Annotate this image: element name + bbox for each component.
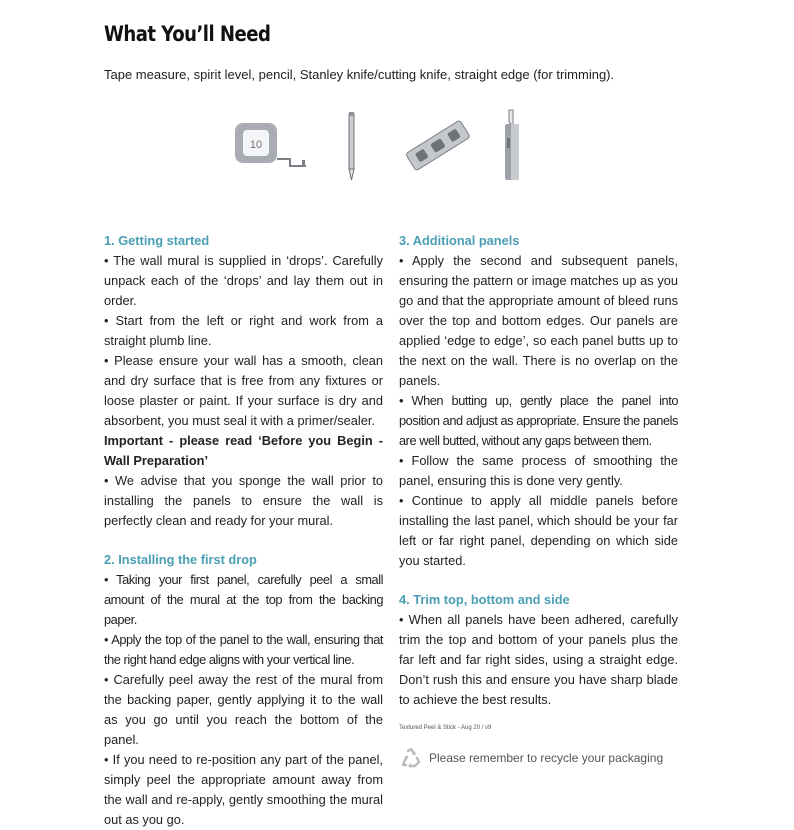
pencil-icon (349, 112, 354, 180)
paragraph: • Taking your first panel, carefully peel a small amount of the mural at the top from the backing paper. (104, 572, 383, 627)
paragraph: • We advise that you sponge the wall prior to installing the panels to ensure the wall is perfectly clean and ready for your mural. (104, 473, 383, 528)
cutting-knife-icon (505, 110, 519, 180)
important-note: Important - please read ‘Before you Begin - Wall Preparation’ (104, 433, 383, 468)
paragraph: • Start from the left or right and work from a straight plumb line. (104, 313, 383, 348)
left-column (104, 231, 383, 830)
paragraph: • If you need to re-position any part of the panel, simply peel the appropriate amount away from the wall and re-apply, gently smoothing the mural out as you go. (104, 752, 383, 827)
recycle-text: Please remember to recycle your packaging (429, 751, 664, 765)
section-title-trim: 4. Trim top, bottom and side (399, 592, 570, 607)
tools-intro: Tape measure, spirit level, pencil, Stanley knife/cutting knife, straight edge (for trimming). (104, 67, 615, 82)
section-title-installing-first-drop: 2. Installing the first drop (104, 552, 257, 567)
paragraph: • Apply the top of the panel to the wall, ensuring that the right hand edge aligns with your vertical line. (104, 632, 383, 667)
recycle-icon (399, 746, 423, 770)
page-title: What You’ll Need (104, 22, 271, 46)
paragraph: • When butting up, gently place the panel into position and adjust as appropriate. Ensure the panels are well butted, without any gaps between them. (399, 393, 678, 448)
recycle-notice (399, 746, 678, 770)
version-footnote: Textured Peel & Stick - Aug 20 / v9 (399, 725, 492, 731)
paragraph: • When all panels have been adhered, carefully trim the top and bottom of your panels plus the far left and far right sides, using a straight edge. Don’t rush this and ensure you have sharp blade to achieve the best results. (399, 612, 678, 707)
spirit-level-icon (405, 120, 470, 171)
paragraph: • Apply the second and subsequent panels, ensuring the pattern or image matches up as you go and that the appropriate amount of bleed runs over the top and bottom edges. Our panels are applied ‘edge to edge’, so each panel butts up to the next on the wall. There is no overlap on the panels. (399, 253, 678, 388)
paragraph: • Please ensure your wall has a smooth, clean and dry surface that is free from any fixtures or loose plaster or paint. If your surface is dry and absorbent, you must seal it with a primer/sealer. (104, 353, 383, 428)
paragraph: • The wall mural is supplied in ‘drops’. Carefully unpack each of the ‘drops’ and lay them out in order. (104, 253, 383, 308)
section-title-additional-panels: 3. Additional panels (399, 233, 520, 248)
section-title-getting-started: 1. Getting started (104, 233, 210, 248)
paragraph: • Carefully peel away the rest of the mural from the backing paper, gently applying it to the wall as you go until you reach the bottom of the panel. (104, 672, 383, 747)
paragraph: • Follow the same process of smoothing the panel, ensuring this is done very gently. (399, 453, 678, 488)
tools-illustration (232, 108, 532, 188)
right-column (399, 231, 678, 770)
tape-measure-icon (235, 123, 306, 167)
paragraph: • Continue to apply all middle panels before installing the last panel, which should be your far left or far right panel, depending on which side you started. (399, 493, 678, 568)
tape-measure-label: 10 (249, 139, 263, 151)
